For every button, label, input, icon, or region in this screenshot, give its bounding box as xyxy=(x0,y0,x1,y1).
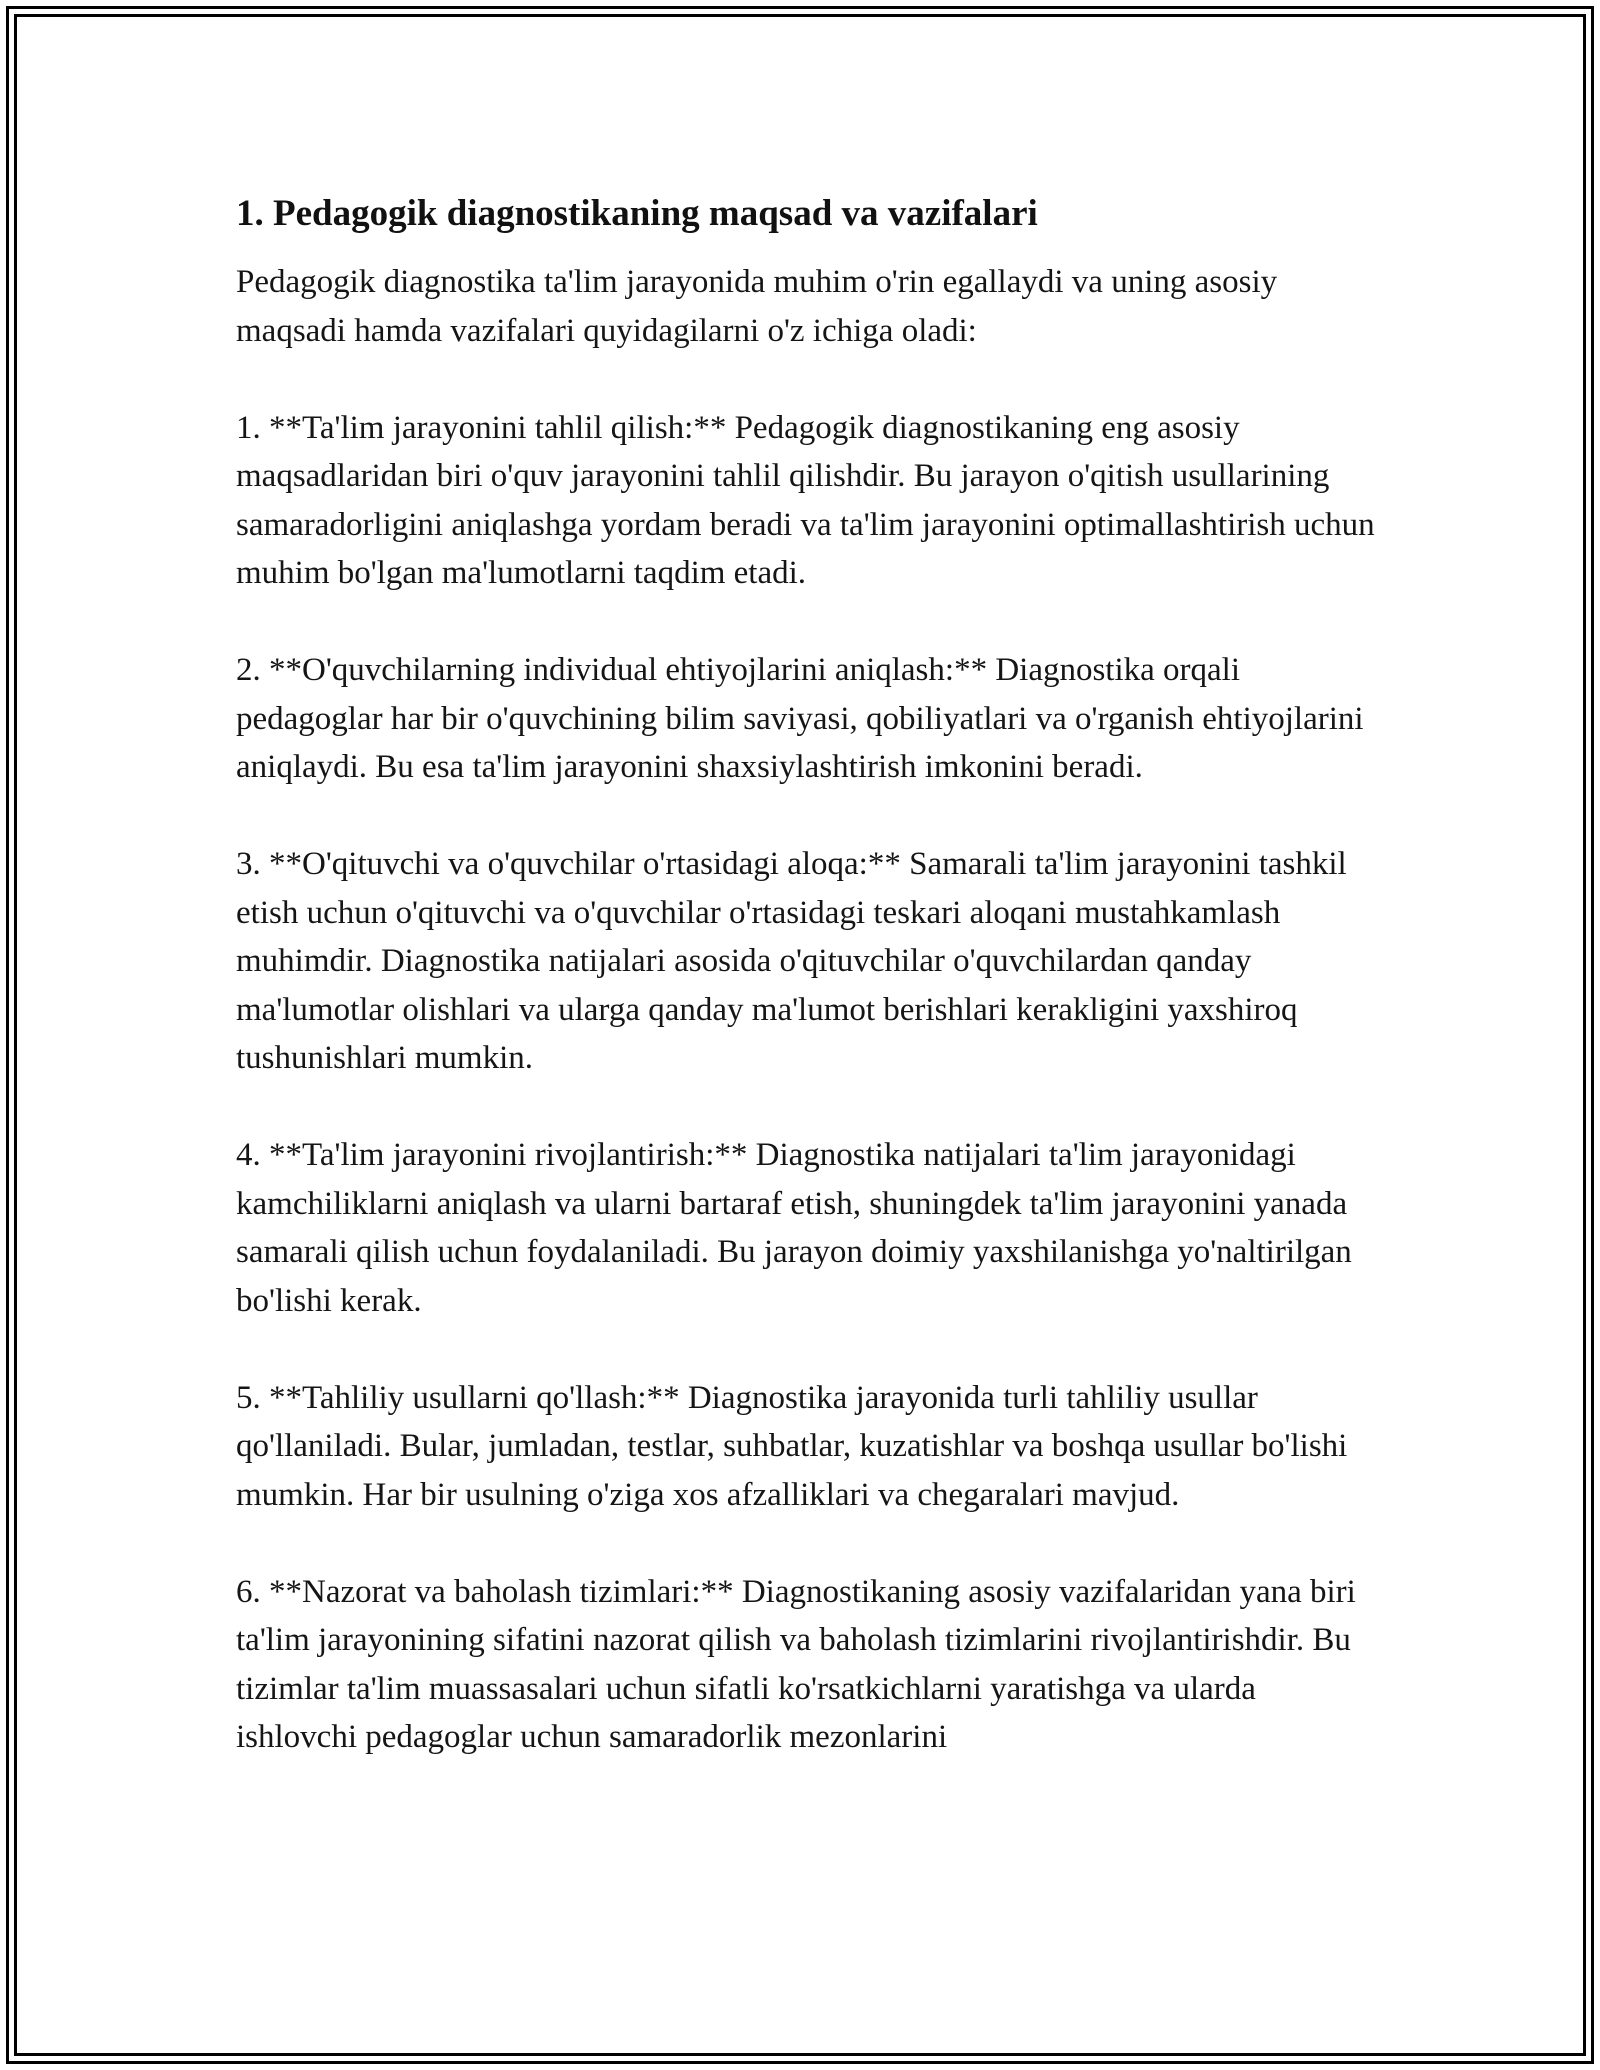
list-item-2: 2. **O'quvchilarning individual ehtiyojlarini aniqlash:** Diagnostika orqali pedagoglar har bir o'quvchining bilim saviyasi, qobiliyatlari va o'rganish ehtiyojlarini aniqlaydi. Bu esa ta'lim jarayonini shaxsiylashtirish imkonini beradi. xyxy=(236,652,1364,785)
intro-paragraph: Pedagogik diagnostika ta'lim jarayonida muhim o'rin egallaydi va uning asosiy maqsadi hamda vazifalari quyidagilarni o'z ichiga oladi: xyxy=(236,264,1278,349)
list-item-1: 1. **Ta'lim jarayonini tahlil qilish:** Pedagogik diagnostikaning eng asosiy maqsadlaridan biri o'quv jarayonini tahlil qilishdir. Bu jarayon o'qitish usullarining samaradorligini aniqlashga yordam beradi va ta'lim jarayonini optimallashtirish uchun muhim bo'lgan ma'lumotlarni taqdim etadi. xyxy=(236,409,1375,591)
document-body xyxy=(236,188,1376,1810)
list-item-4: 4. **Ta'lim jarayonini rivojlantirish:** Diagnostika natijalari ta'lim jarayonidagi kamchiliklarni aniqlash va ularni bartaraf etish, shuningdek ta'lim jarayonini yanada samarali qilish uchun foydalaniladi. Bu jarayon doimiy yaxshilanishga yo'naltirilgan bo'lishi kerak. xyxy=(236,1137,1352,1319)
list-item-5: 5. **Tahliliy usullarni qo'llash:** Diagnostika jarayonida turli tahliliy usullar qo'llaniladi. Bular, jumladan, testlar, suhbatlar, kuzatishlar va boshqa usullar bo'lishi mumkin. Har bir usulning o'ziga xos afzalliklari va chegaralari mavjud. xyxy=(236,1379,1348,1513)
section-title: 1. Pedagogik diagnostikaning maqsad va vazifalari xyxy=(236,193,1038,234)
list-item-6: 6. **Nazorat va baholash tizimlari:** Diagnostikaning asosiy vazifalaridan yana biri ta'lim jarayonining sifatini nazorat qilish va baholash tizimlarini rivojlantirishdir. Bu tizimlar ta'lim muassasalari uchun sifatli ko'rsatkichlarni yaratishga va ularda ishlovchi pedagoglar uchun samaradorlik mezonlarini xyxy=(236,1573,1356,1755)
list-item-3: 3. **O'qituvchi va o'quvchilar o'rtasidagi aloqa:** Samarali ta'lim jarayonini tashkil etish uchun o'qituvchi va o'quvchilar o'rtasidagi teskari aloqani mustahkamlash muhimdir. Diagnostika natijalari asosida o'qituvchilar o'quvchilardan qanday ma'lumotlar olishlari va ularga qanday ma'lumot berishlari kerakligini yaxshiroq tushunishlari mumkin. xyxy=(236,846,1347,1076)
